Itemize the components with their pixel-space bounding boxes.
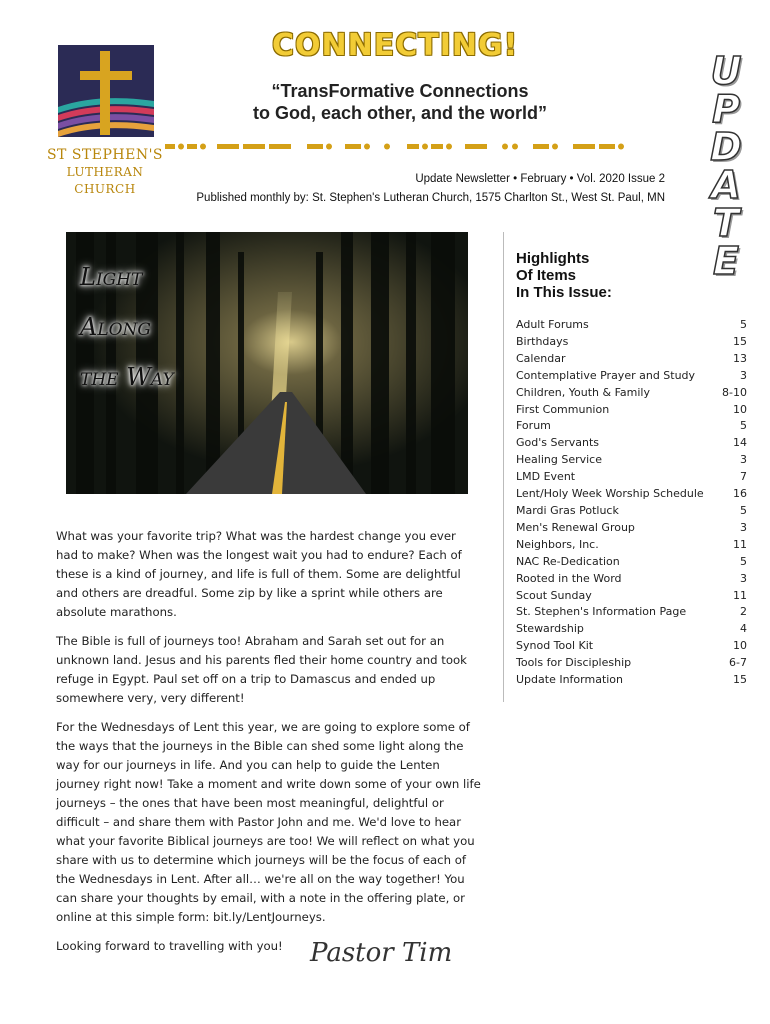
item-label: Calendar [516, 351, 566, 365]
item-page: 16 [733, 487, 747, 501]
church-logo [58, 45, 154, 137]
item-label: God's Servants [516, 436, 600, 450]
photo-title-line1: Light [80, 263, 143, 291]
list-item [516, 368, 751, 385]
pastor-signature: Pastor Tim [310, 938, 453, 968]
update-letter: P [712, 87, 740, 131]
list-item [516, 351, 751, 368]
item-page: 3 [740, 453, 747, 467]
item-label: Birthdays [516, 334, 569, 348]
list-item [516, 452, 751, 469]
list-item [516, 503, 751, 520]
item-label: Scout Sunday [516, 588, 592, 602]
item-page: 7 [740, 470, 747, 484]
item-label: LMD Event [516, 470, 576, 484]
decorative-morse-divider [165, 140, 665, 154]
list-item [516, 486, 751, 503]
item-label: Men's Renewal Group [516, 520, 635, 534]
list-item [516, 621, 751, 638]
highlights-sidebar [503, 232, 751, 702]
update-letter: A [711, 163, 741, 207]
church-name-line2: LUTHERAN CHURCH [66, 165, 144, 196]
photo-title [80, 252, 174, 402]
sidebar-heading [516, 250, 751, 301]
item-page: 6-7 [729, 656, 747, 670]
update-letter: E [713, 239, 739, 283]
item-page: 15 [733, 334, 747, 348]
item-page: 13 [733, 351, 747, 365]
list-item [516, 571, 751, 588]
item-page: 3 [740, 571, 747, 585]
item-page: 5 [740, 503, 747, 517]
item-page: 3 [740, 520, 747, 534]
issue-line: Update Newsletter • February • Vol. 2020 Issue 2 [415, 173, 665, 185]
list-item [516, 537, 751, 554]
list-item [516, 655, 751, 672]
update-letter: D [710, 125, 742, 169]
church-name-line1: ST STEPHEN'S [46, 147, 164, 163]
item-label: Neighbors, Inc. [516, 537, 599, 551]
item-label: Contemplative Prayer and Study [516, 368, 696, 382]
contents-list [516, 317, 751, 689]
article-paragraph: For the Wednesdays of Lent this year, we are going to explore some of the ways that the journeys in the Bible can shed some light along the way for our journeys in life. And you can help to guide the Lenten journey right now! Take a moment and write down some of your own life journeys – the ones that have been most meaningful, delightful or difficult – and share them with Pastor John and me. We'd love to hear what your favorite Biblical journeys are too! We will reflect on what you share with us to determine which journeys will be the focus of each of the Wednesdays in Lent. After all… we're all on the way together! You can share your thoughts by email, with a note in the offering plate, or online at this simple form: bit.ly/LentJourneys. [56, 720, 481, 924]
sidebar-heading-line3: In This Issue: [516, 284, 612, 301]
item-label: First Communion [516, 402, 610, 416]
item-label: Tools for Discipleship [516, 656, 632, 670]
list-item [516, 554, 751, 571]
list-item [516, 418, 751, 435]
item-page: 11 [733, 588, 747, 602]
sidebar-heading-line2: Of Items [516, 267, 577, 284]
item-page: 8-10 [722, 385, 747, 399]
list-item [516, 402, 751, 419]
list-item [516, 588, 751, 605]
item-page: 14 [733, 436, 747, 450]
item-label: Rooted in the Word [516, 571, 622, 585]
item-page: 11 [733, 537, 747, 551]
article-paragraph: The Bible is full of journeys too! Abraham and Sarah set out for an unknown land. Jesus and his parents fled their home country and took refuge in Egypt. Paul set off on a trip to Damascus and ended up somewhere very, very different! [56, 634, 467, 705]
list-item [516, 469, 751, 486]
item-label: Adult Forums [516, 318, 589, 331]
tagline-line1: “TransFormative Connections [271, 81, 529, 101]
item-page: 4 [740, 622, 747, 636]
update-letter: T [713, 201, 739, 245]
list-item [516, 385, 751, 402]
update-letter: U [710, 49, 742, 93]
forest-road-photo [66, 232, 468, 494]
item-page: 2 [740, 605, 747, 619]
photo-title-line3: the Way [80, 363, 174, 391]
item-page: 5 [740, 419, 747, 433]
pastor-article [56, 527, 481, 966]
newsletter-title: CONNECTING! [272, 28, 519, 63]
item-page: 3 [740, 368, 747, 382]
cross-icon [58, 45, 154, 137]
item-page: 5 [740, 318, 747, 331]
item-page: 10 [733, 639, 747, 653]
item-label: Forum [516, 419, 551, 433]
item-label: Synod Tool Kit [516, 639, 594, 653]
item-page: 5 [740, 554, 747, 568]
article-closing: Looking forward to travelling with you! [56, 939, 283, 953]
publication-info [140, 170, 665, 208]
photo-title-line2: Along [80, 313, 152, 341]
item-label: Healing Service [516, 453, 602, 467]
tagline-line2: to God, each other, and the world” [252, 103, 548, 123]
item-label: St. Stephen's Information Page [516, 605, 687, 619]
list-item [516, 520, 751, 537]
item-page: 15 [733, 673, 747, 687]
item-label: NAC Re-Dedication [516, 554, 620, 568]
item-label: Update Information [516, 673, 624, 687]
list-item [516, 672, 751, 689]
tagline [210, 80, 590, 124]
article-paragraph: What was your favorite trip? What was the hardest change you ever had to make? When was the longest wait you had to endure? Each of these is a kind of journey, and life is full of them. Some are delightful and others are dreadful. Some zip by like a sprint while others are absolute marathons. [56, 529, 462, 619]
item-label: Children, Youth & Family [516, 385, 650, 399]
list-item [516, 604, 751, 621]
item-label: Mardi Gras Potluck [516, 503, 619, 517]
list-item [516, 435, 751, 452]
list-item [516, 334, 751, 351]
item-page: 10 [733, 402, 747, 416]
item-label: Stewardship [516, 622, 584, 636]
sidebar-heading-line1: Highlights [516, 250, 590, 267]
list-item [516, 638, 751, 655]
publisher-line: Published monthly by: St. Stephen's Lutheran Church, 1575 Charlton St., West St. Paul, MN [196, 192, 665, 204]
item-label: Lent/Holy Week Worship Schedule [516, 487, 704, 501]
list-item [516, 317, 751, 334]
